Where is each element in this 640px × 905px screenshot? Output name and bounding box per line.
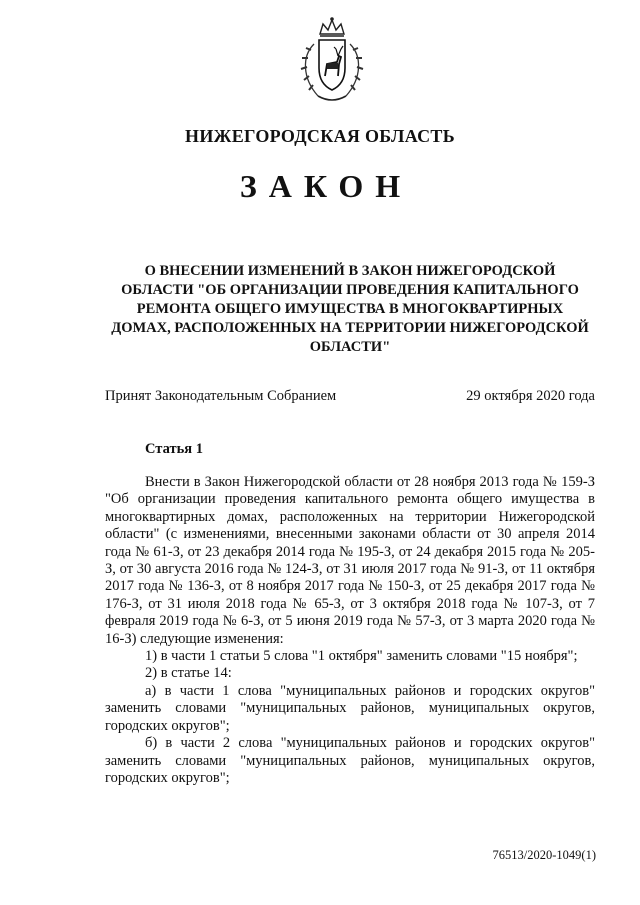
coat-of-arms-icon <box>292 16 372 106</box>
region-title: НИЖЕГОРОДСКАЯ ОБЛАСТЬ <box>185 126 455 146</box>
law-title: ЗАКОН <box>239 168 413 204</box>
adopted-by: Принят Законодательным Собранием <box>105 388 337 404</box>
paragraph: б) в части 2 слова "муниципальных районов и городских округов" заменить словами "муниципальных районов, муниципальных округов, городских округов"; <box>105 735 595 786</box>
paragraph: 1) в части 1 статьи 5 слова "1 октября" заменить словами "15 ноября"; <box>145 648 578 665</box>
paragraph: а) в части 1 слова "муниципальных районов и городских округов" заменить словами "муниципальных районов, муниципальных округов, городских округов"; <box>105 682 595 734</box>
adopted-date: 29 октября 2020 года <box>466 388 595 404</box>
paragraph: Внести в Закон Нижегородской области от 28 ноября 2013 года № 159-З "Об организации проведения капитального ремонта общего имущества в многоквартирных домах, расположенных на территории Нижегородской области" (с изменениями, внесенными законами области от 30 апреля 2014 года № 61-З, от 23 декабря 2014 года № 195-З, от 24 декабря 2015 года № 205-З, от 30 августа 2016 года № 124-З, от 31 июля 2017 года № 91-З, от 11 октября 2017 года № 136-З, от 8 ноября 2017 года № 150-З, от 25 декабря 2017 года № 176-З, от 31 июля 2018 года № 65-З, от 3 октября 2018 года № 107-З, от 7 февраля 2019 года № 6-З, от 5 июня 2019 года № 57-З, от 3 марта 2020 года № 16-З) следующие изменения: <box>105 474 595 647</box>
adoption-line <box>105 388 595 405</box>
law-subject: О ВНЕСЕНИИ ИЗМЕНЕНИЙ В ЗАКОН НИЖЕГОРОДСКОЙ ОБЛАСТИ "ОБ ОРГАНИЗАЦИИ ПРОВЕДЕНИЯ КАПИТАЛЬНОГО РЕМОНТА ОБЩЕГО ИМУЩЕСТВА В МНОГОКВАРТИРНЫХ ДОМАХ, РАСПОЛОЖЕННЫХ НА ТЕРРИТОРИИ НИЖЕГОРОДСКОЙ ОБЛАСТИ" <box>111 263 589 355</box>
document-number: 76513/2020-1049(1) <box>492 848 596 862</box>
paragraph: 2) в статье 14: <box>145 665 232 682</box>
article-body <box>105 474 595 787</box>
article-heading: Статья 1 <box>145 441 203 457</box>
